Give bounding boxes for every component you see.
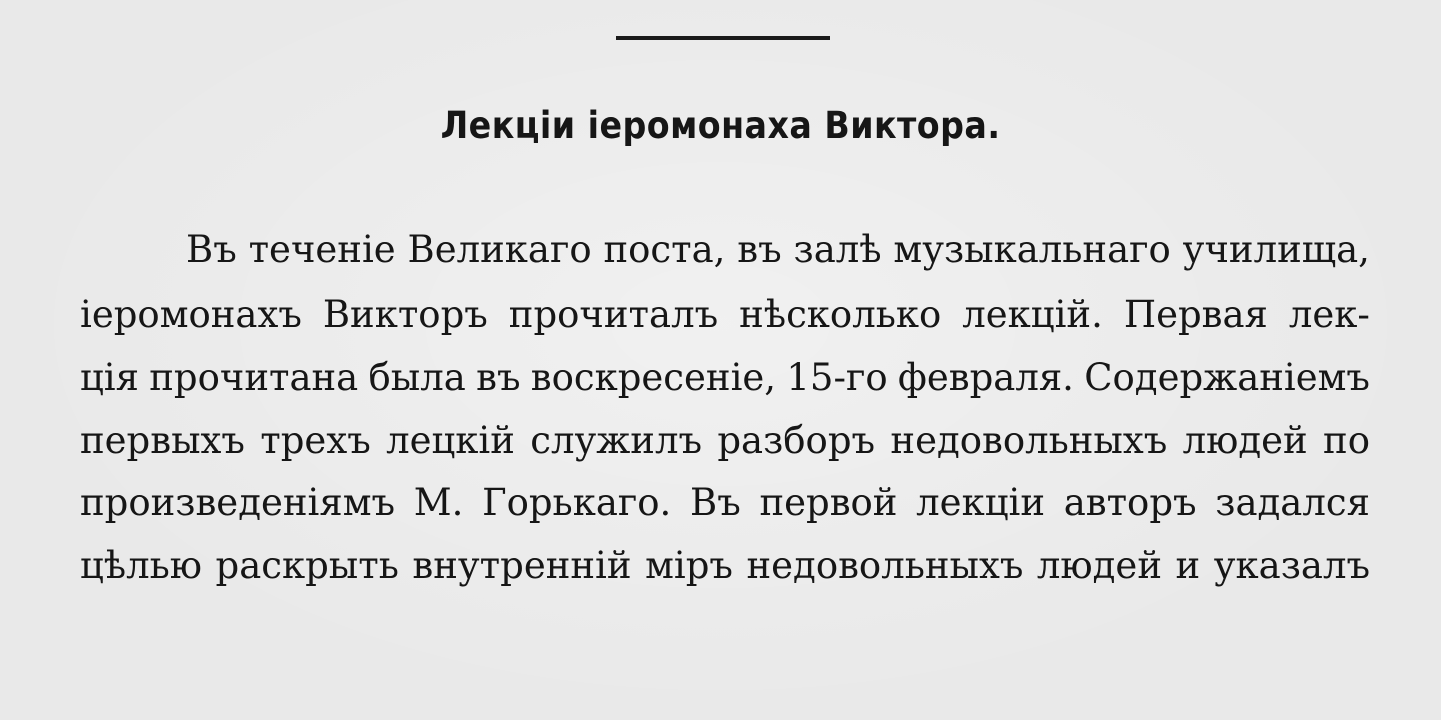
word: произведеніямъ [80, 481, 396, 524]
word: задался [1215, 481, 1370, 524]
word: прочитана [149, 356, 359, 399]
word: людей [1036, 544, 1162, 587]
body-line-3 [80, 350, 1370, 406]
word: указалъ [1213, 544, 1370, 587]
word: цѣлью [80, 544, 202, 587]
word: лек- [1288, 293, 1370, 336]
word: міръ [645, 544, 733, 587]
word: 15-го [786, 356, 888, 399]
word: была [368, 356, 466, 399]
word: воскресеніе, [530, 356, 777, 399]
word: теченіе [248, 228, 396, 271]
word: поста, [603, 228, 726, 271]
word: прочиталъ [508, 293, 719, 336]
word: разборъ [717, 419, 876, 462]
article-title: Лекціи іеромонаха Виктора. [440, 104, 1001, 147]
word: іеромонахъ [80, 293, 302, 336]
word: авторъ [1063, 481, 1197, 524]
word: училища, [1182, 228, 1370, 271]
word: служилъ [530, 419, 703, 462]
word: Въ [186, 228, 237, 271]
word: ція [80, 356, 139, 399]
word: лецкій [386, 419, 515, 462]
word: недовольныхъ [890, 419, 1168, 462]
word: внутренній [412, 544, 632, 587]
word: по [1323, 419, 1370, 462]
word: первыхъ [80, 419, 245, 462]
word: людей [1182, 419, 1308, 462]
word: музыкальнаго [893, 228, 1171, 271]
word: залѣ [793, 228, 882, 271]
body-line-6 [80, 538, 1370, 594]
word: нѣсколько [739, 293, 942, 336]
word: лекцій. [962, 293, 1103, 336]
body-line-4 [80, 413, 1370, 469]
body-line-5 [80, 475, 1370, 531]
word: М. [413, 481, 464, 524]
word: раскрыть [215, 544, 399, 587]
word: Содержаніемъ [1084, 356, 1370, 399]
word: февраля. [897, 356, 1074, 399]
word: Горькаго. [482, 481, 672, 524]
word: первой [759, 481, 898, 524]
section-divider-rule [616, 36, 830, 40]
word: и [1175, 544, 1201, 587]
word: лекціи [916, 481, 1045, 524]
word: трехъ [260, 419, 371, 462]
word: Викторъ [322, 293, 488, 336]
word: въ [476, 356, 521, 399]
word: въ [737, 228, 782, 271]
word: Въ [690, 481, 741, 524]
body-line-1 [186, 222, 1370, 278]
body-line-2 [80, 287, 1370, 343]
word: Великаго [407, 228, 592, 271]
word: недовольныхъ [746, 544, 1024, 587]
word: Первая [1123, 293, 1268, 336]
